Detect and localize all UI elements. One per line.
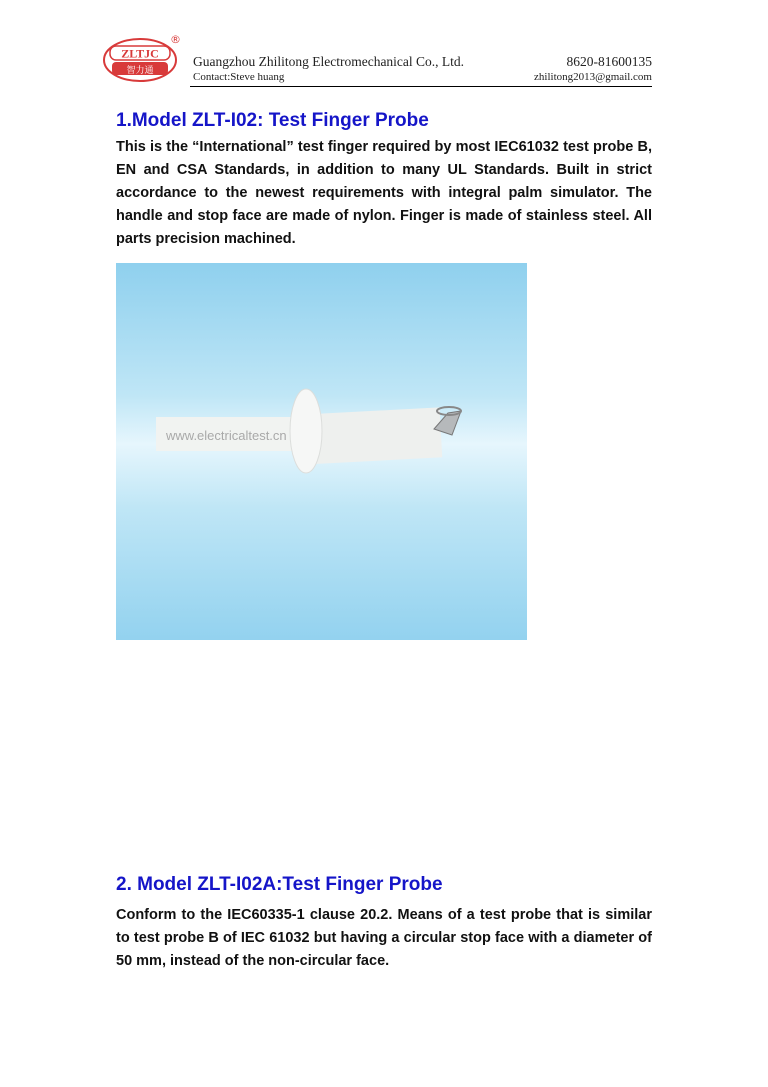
email-address: zhilitong2013@gmail.com <box>534 71 652 83</box>
svg-text:ZLTJC: ZLTJC <box>121 46 159 61</box>
section-2-title: 2. Model ZLT-I02A:Test Finger Probe <box>116 874 443 895</box>
svg-text:智力通: 智力通 <box>126 66 154 76</box>
section-2-body: Conform to the IEC60335-1 clause 20.2. Means of a test probe that is similar to test probe B of IEC 61032 but having a circular stop face with a diameter of 50 mm, instead of the non-circular face. <box>116 907 652 969</box>
header-divider <box>190 86 652 87</box>
svg-text:www.electricaltest.cn: www.electricaltest.cn <box>166 428 287 443</box>
company-name: Guangzhou Zhilitong Electromechanical Co., Ltd. <box>193 54 465 69</box>
svg-text:®: ® <box>170 33 181 46</box>
section-1-title: 1.Model ZLT-I02: Test Finger Probe <box>116 110 429 131</box>
section-1-body: This is the “International” test finger required by most IEC61032 test probe B, EN and CSA Standards, in addition to many UL Standards. Built in strict accordance to the newest requirements with integral palm simulator. The handle and stop face are made of nylon. Finger is made of stainless steel. All parts precision machined. <box>116 139 652 247</box>
product-photo-test-finger-probe <box>116 263 527 640</box>
contact-name: Contact:Steve huang <box>193 71 285 83</box>
phone-number: 8620-81600135 <box>566 54 652 69</box>
company-logo <box>102 33 184 83</box>
